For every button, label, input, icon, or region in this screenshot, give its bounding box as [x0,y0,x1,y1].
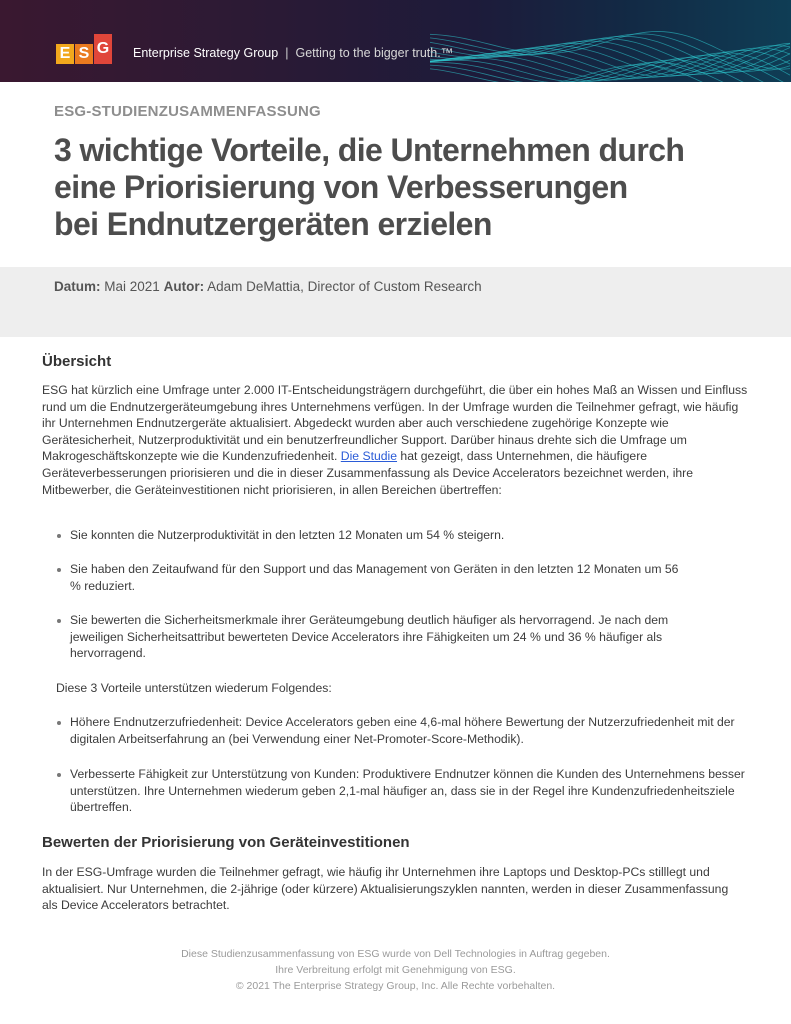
list-item: Sie konnten die Nutzerproduktivität in den letzten 12 Monaten um 54 % steigern. [56,527,746,544]
date-label: Datum: [54,279,101,294]
footer-copyright: © 2021 The Enterprise Strategy Group, Inc. Alle Rechte vorbehalten. [235,980,556,992]
logo-letter-s: S [75,44,93,64]
benefits-list [56,612,716,662]
author-label: Autor: [163,279,205,294]
benefits-list [56,527,746,544]
benefits-list [56,561,686,594]
brand-name: Enterprise Strategy Group [133,46,279,60]
logo-letter-g: G [94,34,112,64]
overview-heading: Übersicht [42,353,112,370]
brand-separator: | [285,46,289,60]
page-title [54,132,754,243]
wave-graphic [0,0,791,82]
interlude-text: Diese 3 Vorteile unterstützen wiederum Folgendes: [56,681,332,695]
esg-logo [56,30,113,64]
date-value: Mai 2021 [104,279,160,294]
document-meta [54,279,482,294]
overview-text-b: hat gezeigt, dass Unternehmen, die häufigere Geräteverbesserungen priorisieren und die in dieser Zusammenfassung als Device Accelerators bezeichnet werden, ihre Mitbewerber, die Geräteinvestitionen nicht priorisieren, in allen Bereichen übertreffen: [42,449,694,497]
header-banner [0,0,791,82]
list-item: Höhere Endnutzerzufriedenheit: Device Accelerators geben eine 4,6-mal höhere Bewertung der Nutzerzufriedenheit mit der digitalen Arbeitserfahrung an (bei Verwendung einer Net-Promoter-Score-Methodik). [56,714,746,747]
document-kicker: ESG-STUDIENZUSAMMENFASSUNG [54,103,321,120]
title-line-1: 3 wichtige Vorteile, die Unternehmen durch [54,132,685,168]
section2-heading: Bewerten der Priorisierung von Geräteinvestitionen [42,834,410,851]
list-item: Sie haben den Zeitaufwand für den Support und das Management von Geräten in den letzten 12 Monaten um 56 % reduziert. [56,561,686,594]
brand-line [133,46,453,60]
overview-paragraph [42,382,754,498]
overview-text-a: ESG hat kürzlich eine Umfrage unter 2.000 IT-Entscheidungsträgern durchgeführt, die über ein hohes Maß an Wissen und Einfluss rund um die Endnutzergeräteumgebung ihres Unternehmens verfügen. In der Umfrage wurden die Teilnehmer gefragt, wie häufig ihr Unternehmen Endnutzergeräte aktualisiert. Abgedeckt wurden aber auch verschiedene zugehörige Konzepte wie Gerätesicherheit, Nutzerproduktivität und ein benutzerfreundlicher Support. Darüber hinaus drehte sich die Umfrage um Makrogeschäftskonzepte wie die Kundenzufriedenheit. [42,383,748,464]
meta-band [0,267,791,337]
section2-paragraph: In der ESG-Umfrage wurden die Teilnehmer gefragt, wie häufig ihr Unternehmen ihre Laptops und Desktop-PCs stilllegt und aktualisiert. Nur Unternehmen, die 2-jährige (oder kürzere) Aktualisierungszyklen nannten, werden in dieser Zusammenfassung als Device Accelerators betrachtet. [42,865,729,913]
logo-letter-e: E [56,44,74,64]
list-item: Sie bewerten die Sicherheitsmerkmale ihrer Geräteumgebung deutlich häufiger als hervorragend. Je nach dem jeweiligen Sicherheitsattribut bewerteten Device Accelerators ihre Fähigkeiten um 24 % und 36 % häufiger als hervorragend. [56,612,716,662]
title-line-3: bei Endnutzergeräten erzielen [54,206,492,242]
list-item: Verbesserte Fähigkeit zur Unterstützung von Kunden: Produktivere Endnutzer können die Kunden des Unternehmens besser unterstützen. Ihre Unternehmen wiederum geben 2,1-mal häufiger an, dass sie in der Regel ihre Kundenzufriedenheitsziele übertreffen. [56,766,746,816]
title-line-2: eine Priorisierung von Verbesserungen [54,169,628,205]
study-link[interactable]: Die Studie [340,449,398,464]
footer-line-1: Diese Studienzusammenfassung von ESG wurde von Dell Technologies in Auftrag gegeben. [181,948,610,960]
wave-line [430,65,790,82]
outcomes-list [56,766,746,816]
footer-line-2: Ihre Verbreitung erfolgt mit Genehmigung von ESG. [275,964,516,976]
brand-tagline: Getting to the bigger truth.™ [295,46,454,60]
outcomes-list [56,714,746,747]
footer [0,946,791,994]
author-value: Adam DeMattia, Director of Custom Research [207,279,482,294]
